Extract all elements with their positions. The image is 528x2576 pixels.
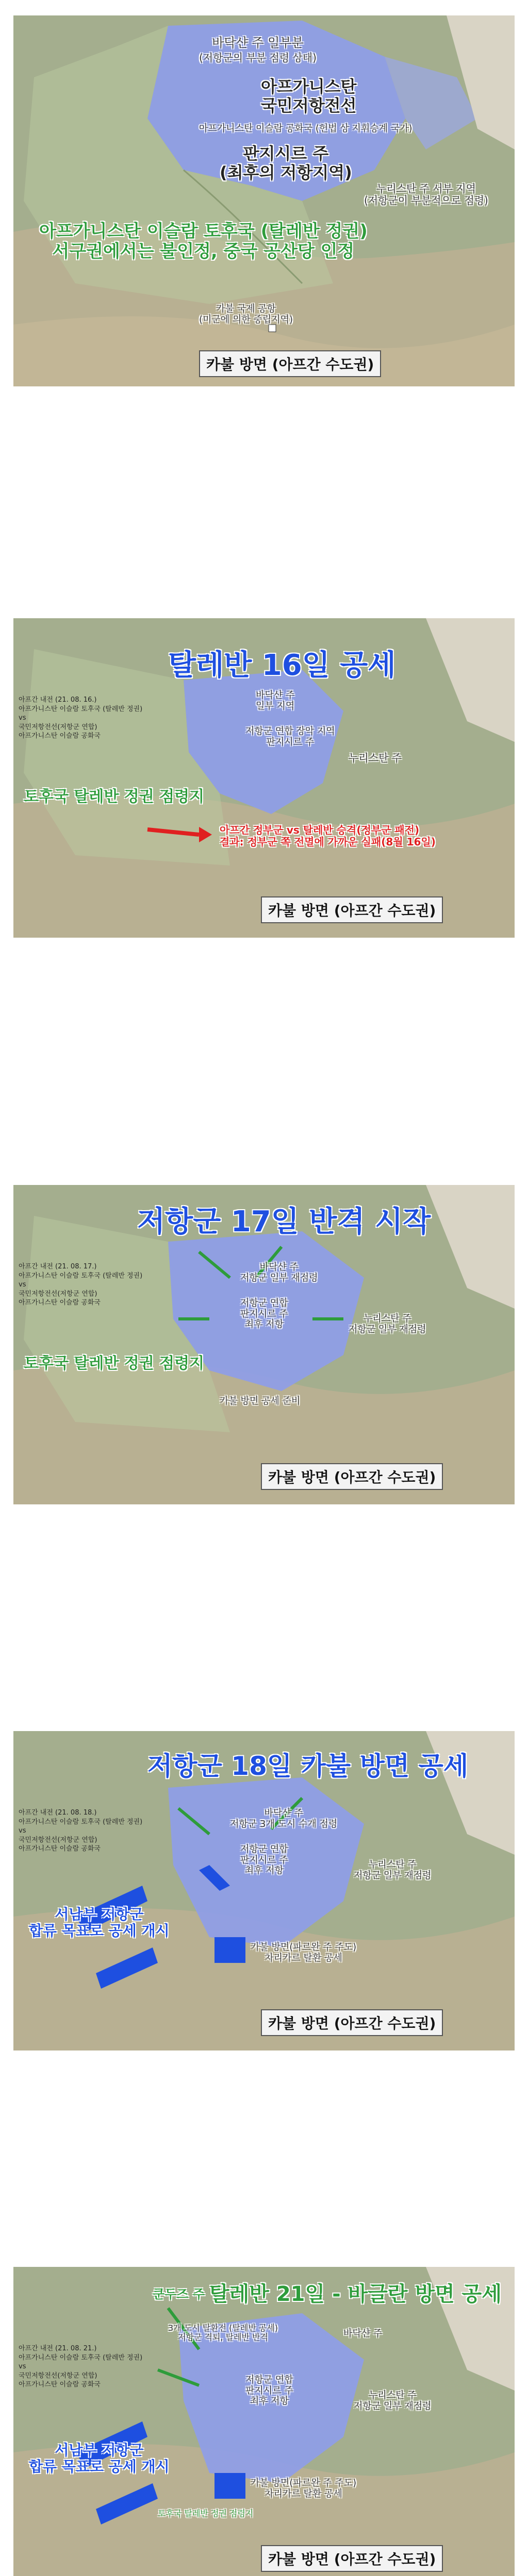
label-south: 카불 방면 공세 준비	[220, 1396, 301, 1406]
terrain-map	[13, 2267, 515, 2576]
map-aug16	[13, 618, 515, 938]
label-kabul: 카불 방면 (아프간 수도권)	[199, 350, 381, 377]
label-nuristan: 누리스탄 주 저항군 일부 재점령	[354, 2390, 432, 2412]
label-nuristan: 누리스탄 주 저항군 일부 재점령	[349, 1313, 426, 1335]
label-badakhshan: 바닥샨 주 저항군 일부 재점령	[240, 1262, 318, 1283]
label-badakhshan: 바닥샨 주 일부분 (저항군의 부분 점령 상태)	[199, 36, 317, 64]
label-nuristan: 누리스탄 주 서부 지역 (저항군이 부분적으로 점령)	[364, 182, 488, 207]
label-west: 서남부 저항군 합류 목표로 공세 개시	[29, 1906, 170, 1940]
label-nuristan: 누리스탄 주 저항군 일부 재점령	[354, 1859, 432, 1881]
label-emirate: 아프가니스탄 이슬람 토후국 (탈레반 정권) 서구권에서는 불인정, 중국 공산당 인정	[39, 221, 368, 262]
map-title: 저항군 17일 반격 시작	[137, 1205, 431, 1239]
label-front: 아프가니스탄 국민저항전선	[261, 77, 357, 115]
label-front-note: 아프가니스탄 이슬람 공화국 (헌법 상 지휘승계 국가)	[199, 123, 412, 134]
label-charikar: 카불 방면(파르완 주 주도) 차리카르 탈환 공세	[251, 2478, 357, 2499]
label-badakhshan: 바닥샨 주 일부 지역	[256, 690, 295, 711]
label-kabul: 카불 방면 (아프간 수도권)	[261, 2545, 443, 2572]
map-title: 저항군 18일 카불 방면 공세	[147, 1751, 469, 1781]
label-taliban-attack: 3개 도시 탈환전 (탈레반 공세) 저항군 격퇴, 탈레반 반격	[168, 2323, 278, 2343]
label-resistance: 저항군 연합 장악 지역 판지시르 주	[245, 726, 335, 748]
map-title: 탈레반 21일 - 바글란 방면 공세	[209, 2282, 502, 2306]
label-kabul: 카불 방면 (아프간 수도권)	[261, 896, 443, 923]
label-attack: 아프간 정부군 vs 탈레반 승격(정부군 패전) 결과: 정부군 쪽 전멸에 가까운 실패(8월 16일)	[220, 824, 436, 848]
label-resistance: 저항군 연합 판지시르 주 최후 저항	[240, 1298, 288, 1330]
map-title: 탈레반 16일 공세	[168, 649, 396, 682]
label-resistance: 저항군 연합 판지시르 주 최후 저항	[240, 1844, 288, 1876]
label-kabul: 카불 방면 (아프간 수도권)	[261, 2009, 443, 2036]
side-legend: 아프간 내전 (21. 08. 18.) 아프가니스탄 이슬람 토후국 (탈레반 정권) vs 국민저항전선(저항군 연합) 아프가니스탄 이슬람 공화국	[19, 1809, 143, 1853]
label-kunduz: 쿤두즈 주	[153, 2287, 205, 2301]
label-nuristan: 누리스탄 주	[349, 752, 402, 764]
label-panjshir: 판지시르 주 (최후의 저항지역)	[220, 144, 352, 182]
label-airport: 카불 국제 공항 (미군에 의한 중립지역)	[199, 303, 293, 325]
label-resistance: 저항군 연합 판지시르 주 최후 저항	[245, 2375, 293, 2407]
map-aug21	[13, 2267, 515, 2576]
label-west: 서남부 저항군 합류 목표로 공세 개시	[29, 2442, 170, 2476]
label-kabul: 카불 방면 (아프간 수도권)	[261, 1463, 443, 1490]
label-badakhshan: 바닥샨 주 저항군 3개 도시 수개 점령	[230, 1808, 338, 1829]
label-badakhshan: 바닥샨 주	[343, 2328, 383, 2339]
map-aug18	[13, 1731, 515, 2050]
label-emirate: 토후국 탈레반 정권 점령지	[24, 788, 205, 806]
label-emirate: 토후국 탈레반 정권 점령지	[24, 1354, 205, 1372]
side-legend: 아프간 내전 (21. 08. 21.) 아프가니스탄 이슬람 토후국 (탈레반 정권) vs 국민저항전선(저항군 연합) 아프가니스탄 이슬람 공화국	[19, 2345, 143, 2389]
map-aug17	[13, 1185, 515, 1504]
label-emirate: 토후국 탈레반 정권 점령지	[158, 2509, 254, 2518]
side-legend: 아프간 내전 (21. 08. 17.) 아프가니스탄 이슬람 토후국 (탈레반 정권) vs 국민저항전선(저항군 연합) 아프가니스탄 이슬람 공화국	[19, 1263, 143, 1307]
label-charikar: 카불 방면(파르완 주 주도) 차리카르 탈환 공세	[251, 1942, 357, 1963]
map-overview	[13, 15, 515, 386]
side-legend: 아프간 내전 (21. 08. 16.) 아프가니스탄 이슬람 토후국 (탈레반 정권) vs 국민저항전선(저항군 연합) 아프가니스탄 이슬람 공화국	[19, 696, 143, 740]
